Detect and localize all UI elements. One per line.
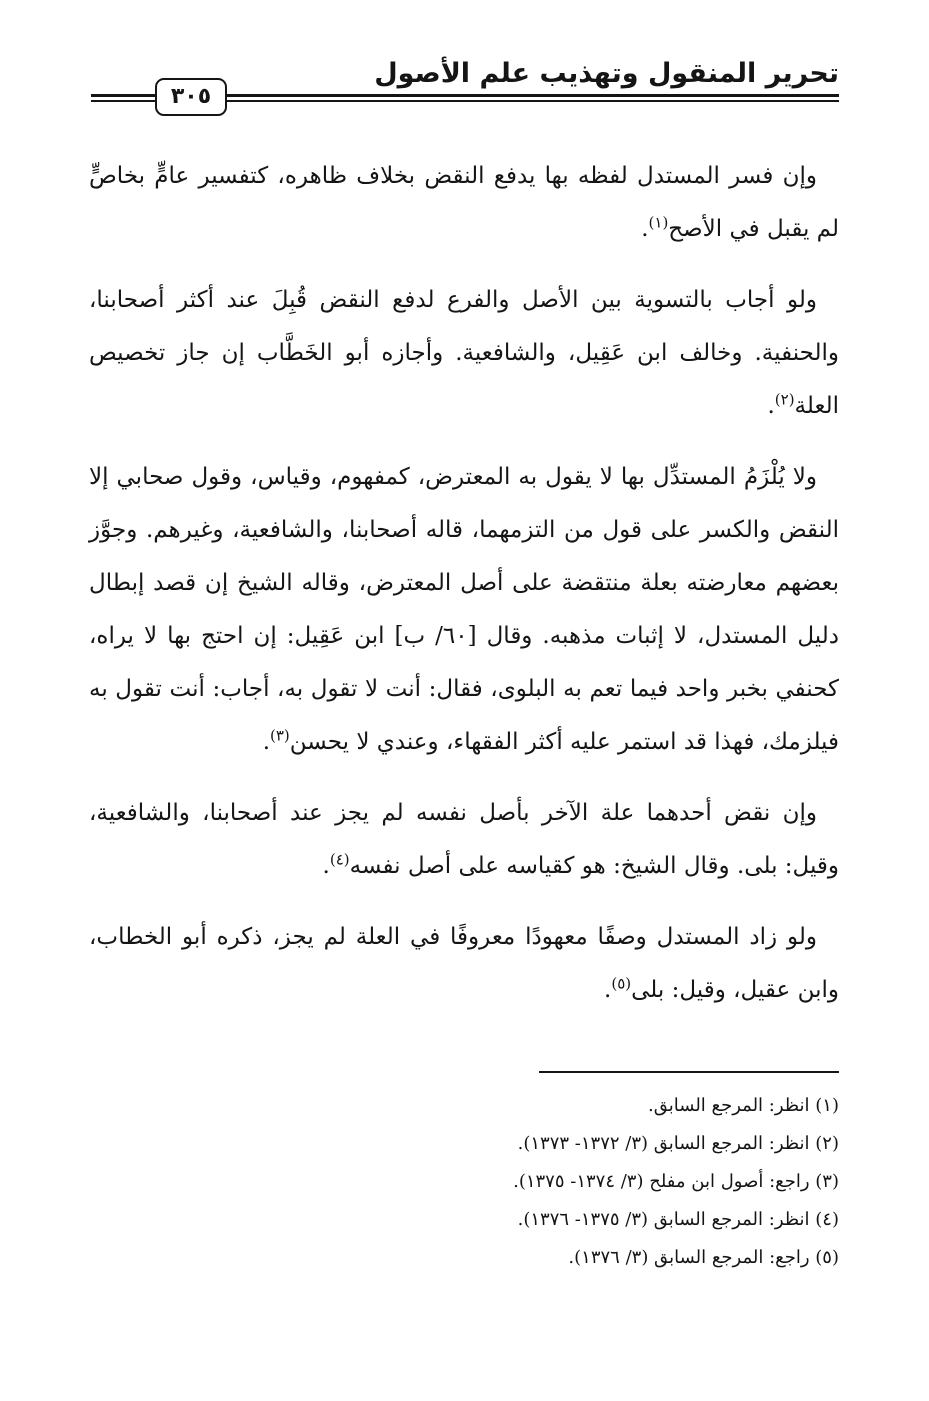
footnote-separator [539, 1071, 839, 1073]
paragraph-text: ولو زاد المستدل وصفًا معهودًا معروفًا في العلة لم يجز، ذكره أبو الخطاب، وابن عقيل، وقيل: بلى [89, 924, 839, 1003]
paragraph-end: . [641, 216, 649, 242]
paragraph-end: . [262, 729, 270, 755]
paragraph-text: وإن فسر المستدل لفظه بها يدفع النقض بخلاف ظاهره، كتفسير عامٍّ بخاصٍّ لم يقبل في الأصح [89, 163, 839, 242]
page-number: ٣٠٥ [155, 78, 227, 116]
footnote-ref: (٢) [774, 390, 795, 409]
paragraph-end: . [322, 853, 330, 879]
paragraph [89, 150, 839, 256]
paragraph-text: وإن نقض أحدهما علة الآخر بأصل نفسه لم يجز عند أصحابنا، والشافعية، وقيل: بلى. وقال الشيخ: هو كقياسه على أصل نفسه [89, 800, 839, 879]
paragraph [89, 451, 839, 769]
running-header-title: تحرير المنقول وتهذيب علم الأصول [374, 58, 839, 89]
paragraph [89, 787, 839, 893]
footnote: (٥) راجع: المرجع السابق (٣/ ١٣٧٦). [568, 1247, 839, 1268]
footnote-ref: (٣) [270, 726, 290, 745]
footnote-ref: (٥) [611, 974, 632, 993]
footnotes [89, 1087, 839, 1277]
paragraph-text: ولا يُلْزَمُ المستدِّل بها لا يقول به المعترض، كمفهوم، وقياس، وقول صحابي إلا النقض والكسر على قول من التزمهما، قاله أصحابنا، والشافعية، وغيرهم. وجوَّز بعضهم معارضته بعلة منتقضة على أصل المعترض، وقاله الشيخ إن قصد إبطال دليل المستدل، لا إثبات مذهبه. وقال [٦٠/ ب] ابن عَقِيل: إن احتج بها لا يراه، كحنفي بخبر واحد فيما تعم به البلوى، فقال: أنت لا تقول به، أجاب: أنت تقول به فيلزمك، فهذا قد استمر عليه أكثر الفقهاء، وعندي لا يحسن [89, 464, 839, 755]
paragraph-end: . [604, 977, 612, 1003]
footnote-ref: (٤) [329, 850, 350, 869]
footnote: (٢) انظر: المرجع السابق (٣/ ١٣٧٢- ١٣٧٣). [517, 1133, 839, 1154]
footnote: (١) انظر: المرجع السابق. [648, 1095, 839, 1116]
paragraph-end: . [767, 393, 775, 419]
footnote: (٣) راجع: أصول ابن مفلح (٣/ ١٣٧٤- ١٣٧٥). [513, 1171, 839, 1192]
paragraph [89, 911, 839, 1017]
paragraph [89, 274, 839, 433]
paragraph-text: ولو أجاب بالتسوية بين الأصل والفرع لدفع النقض قُبِلَ عند أكثر أصحابنا، والحنفية. وخالف ابن عَقِيل، والشافعية. وأجازه أبو الخَطَّاب إن جاز تخصيص العلة [89, 287, 839, 419]
body-text [89, 150, 839, 1035]
footnote-ref: (١) [648, 213, 669, 232]
footnote: (٤) انظر: المرجع السابق (٣/ ١٣٧٥- ١٣٧٦). [517, 1209, 839, 1230]
